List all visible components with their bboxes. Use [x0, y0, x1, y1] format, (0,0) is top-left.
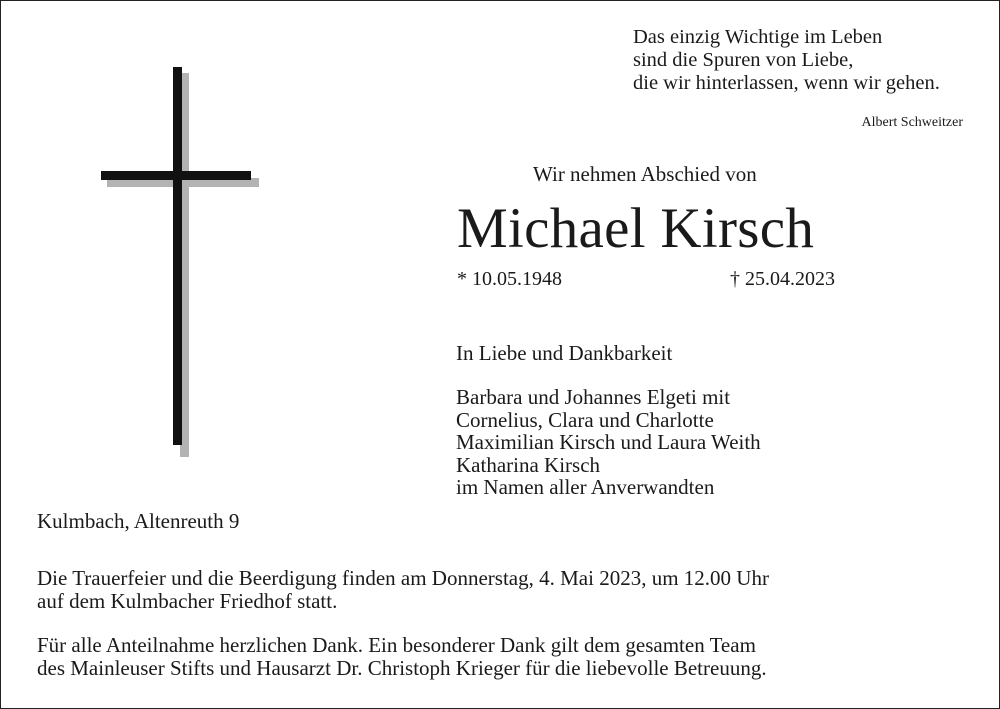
deceased-name: Michael Kirsch: [457, 197, 815, 260]
thanks-line: Für alle Anteilnahme herzlichen Dank. Ein besonderer Dank gilt dem gesamten Team: [37, 633, 756, 657]
quote-line: die wir hinterlassen, wenn wir gehen.: [633, 72, 940, 94]
funeral-line: Die Trauerfeier und die Beerdigung finden am Donnerstag, 4. Mai 2023, um 12.00 Uhr: [37, 566, 769, 590]
mourners-list: [456, 386, 761, 499]
quote: [633, 26, 940, 95]
mourner-line: Barbara und Johannes Elgeti mit: [456, 385, 731, 409]
quote-author: Albert Schweitzer: [861, 115, 963, 130]
dedication: In Liebe und Dankbarkeit: [456, 341, 673, 365]
farewell-intro: Wir nehmen Abschied von: [533, 162, 757, 186]
quote-line: Das einzig Wichtige im Leben: [633, 26, 883, 48]
mourner-line: im Namen aller Anverwandten: [456, 475, 715, 499]
death-date: † 25.04.2023: [730, 268, 835, 290]
cross-vertical: [173, 67, 182, 445]
cross-icon: [101, 67, 261, 457]
funeral-line: auf dem Kulmbacher Friedhof statt.: [37, 588, 338, 613]
mourner-line: Katharina Kirsch: [456, 452, 601, 477]
birth-date: * 10.05.1948: [457, 268, 562, 290]
thanks-note: [37, 634, 767, 679]
thanks-line: des Mainleuser Stifts und Hausarzt Dr. Christoph Krieger für die liebevolle Betreuung.: [37, 655, 767, 680]
address: Kulmbach, Altenreuth 9: [37, 509, 240, 533]
quote-line: sind die Spuren von Liebe,: [633, 49, 854, 71]
cross-horizontal: [101, 171, 251, 180]
mourner-line: Maximilian Kirsch und Laura Weith: [456, 430, 761, 454]
mourner-line: Cornelius, Clara und Charlotte: [456, 407, 714, 432]
funeral-info: [37, 567, 769, 612]
